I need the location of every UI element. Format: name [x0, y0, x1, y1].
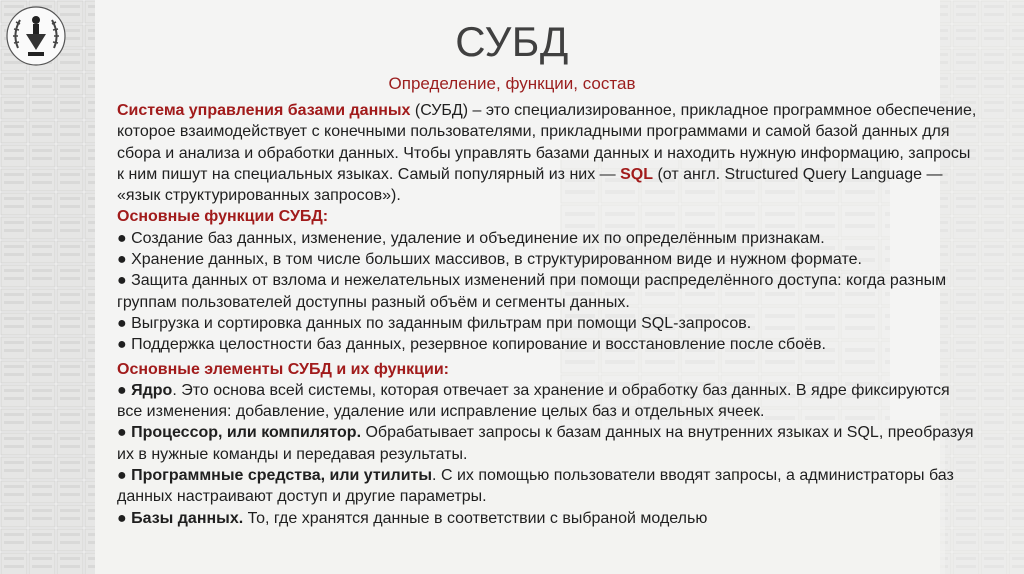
- element-item: [117, 508, 977, 529]
- intro-term: Система управления базами данных: [117, 102, 411, 119]
- elements-heading: Основные элементы СУБД и их функции:: [117, 360, 450, 378]
- element-bullet: ●: [117, 424, 132, 442]
- element-item: [117, 422, 977, 465]
- function-item: ● Защита данных от взлома и нежелательных изменений при помощи распределённого доступа: когда разным группам пользователей доступны разный объём и сегменты данных.: [117, 272, 947, 311]
- function-item: ● Создание баз данных, изменение, удаление и объединение их по определённым признакам.: [117, 229, 825, 247]
- slide-content: [117, 100, 977, 529]
- element-name: Базы данных.: [131, 509, 244, 527]
- element-item: [117, 465, 977, 508]
- element-bullet: ●: [117, 509, 132, 527]
- function-item: ● Хранение данных, в том числе больших массивов, в структурированном виде и нужном формате.: [117, 251, 862, 269]
- element-text: Обрабатывает запросы к базам данных на внутренних языках и SQL, преобразуя их в нужные команды и передавая результаты.: [117, 424, 974, 463]
- intro-text-a: (СУБД) – это специализированное, прикладное программное обеспечение, которое взаимодействует с конечными пользователями, прикладными программами и самой базой данных для сбора и анализа и обработки данных. Чтобы управлять базами данных и находить нужную информацию, запросы к ним пишут на специальных языках. Самый популярный из них —: [117, 102, 977, 183]
- element-name: Процессор, или компилятор.: [131, 424, 362, 442]
- intro-text-b: (от англ. Structured Query Language — «язык структурированных запросов»).: [117, 165, 943, 205]
- element-item: [117, 380, 977, 423]
- intro-paragraph: [117, 100, 977, 206]
- function-item: ● Поддержка целостности баз данных, резервное копирование и восстановление после сбоёв.: [117, 336, 826, 354]
- functions-heading: Основные функции СУБД:: [117, 208, 329, 226]
- element-text: . С их помощью пользователи вводят запросы, а администраторы баз данных настраивают доступ и другие параметры.: [117, 467, 954, 506]
- element-name: Программные средства, или утилиты: [131, 467, 433, 485]
- function-item: ● Выгрузка и сортировка данных по заданным фильтрам при помощи SQL-запросов.: [117, 314, 752, 332]
- element-text: . Это основа всей системы, которая отвечает за хранение и обработку баз данных. В ядре фиксируются все изменения: добавление, удаление или исправление целых баз и отдельных ячеек.: [117, 381, 950, 421]
- element-text: То, где хранятся данные в соответствии с выбраной моделью: [243, 509, 708, 527]
- element-bullet: ●: [117, 381, 132, 399]
- page-title: СУБД: [455, 18, 569, 65]
- page-subtitle: Определение, функции, состав: [388, 74, 636, 93]
- element-name: Ядро: [131, 381, 173, 399]
- element-bullet: ●: [117, 467, 132, 485]
- sql-term: SQL: [620, 165, 653, 183]
